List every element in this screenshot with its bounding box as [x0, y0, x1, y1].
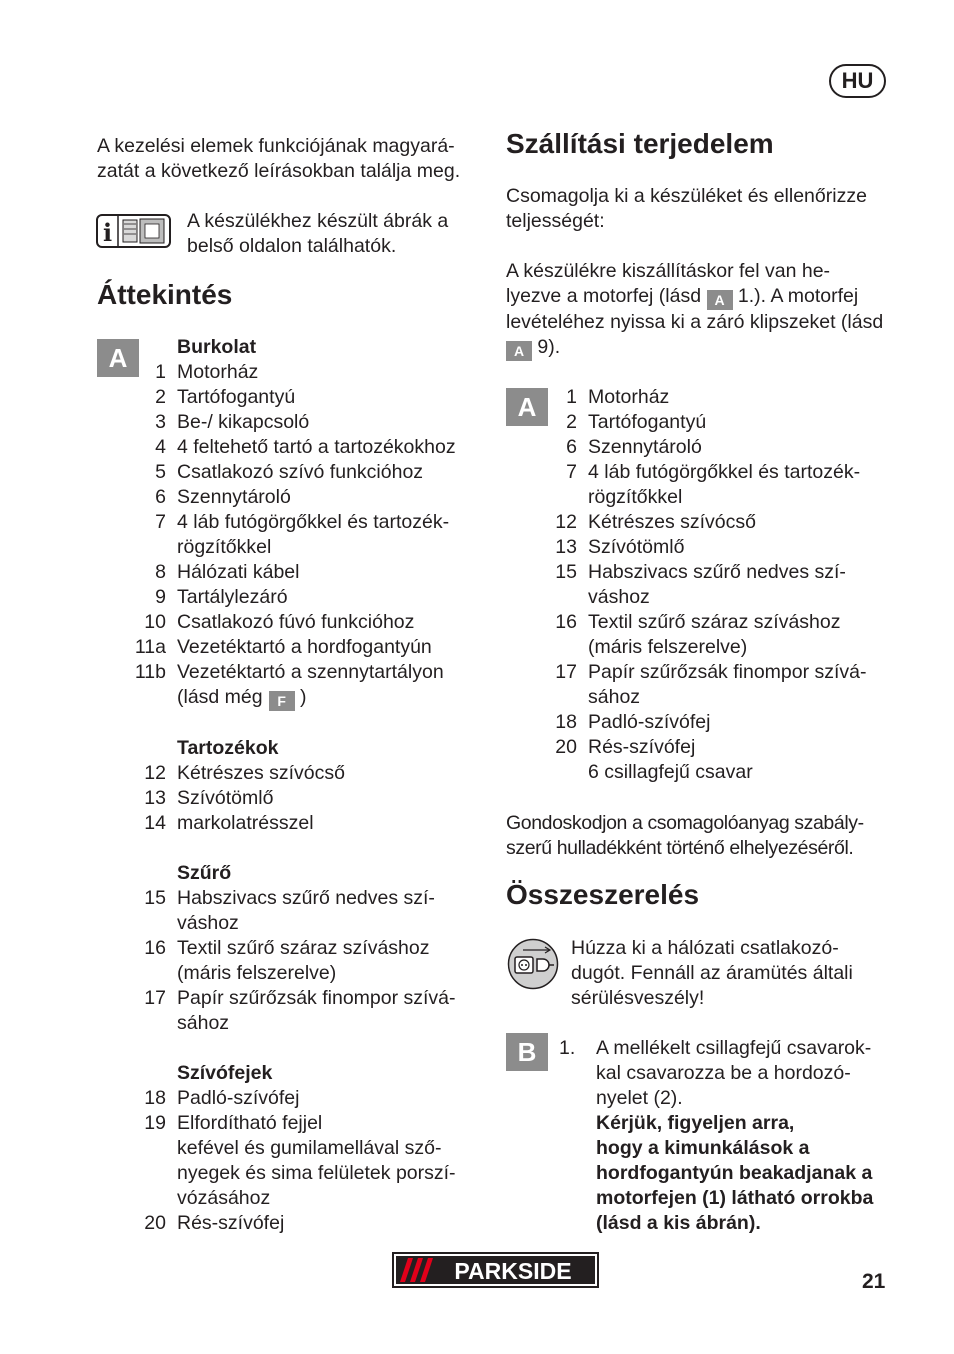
item-label: Tartófogantyú: [588, 411, 707, 433]
item-number: 15: [555, 561, 577, 583]
item-number: 2: [155, 386, 166, 408]
item-label: Burkolat: [177, 336, 257, 358]
list-heading: [130, 1061, 490, 1086]
item-label: Vezetéktartó a hordfogantyún: [177, 636, 432, 658]
item-label-suffix: ): [294, 686, 307, 708]
item-label: Padló-szívófej: [177, 1087, 300, 1109]
list-item: [130, 886, 490, 936]
list-item: [540, 560, 900, 610]
disposal-note: Gondoskodjon a csomagolóanyag szabály- szerű hulladékként történő elhelyezéséről.: [506, 812, 864, 859]
list-item: [130, 360, 490, 385]
brand-text: PARKSIDE: [454, 1258, 572, 1284]
item-number: 18: [144, 1087, 166, 1109]
page-number: 21: [862, 1270, 886, 1293]
list-item: [130, 460, 490, 485]
list-heading: [130, 861, 490, 886]
list-item: [130, 1111, 490, 1211]
unplug-warning-text: Húzza ki a hálózati csatlakozó- dugót. Fennáll az áramütés általi sérülésveszély!: [571, 937, 853, 1009]
item-label: Textil szűrő száraz szíváshoz (máris felszerelve): [588, 611, 841, 658]
item-label: Szívófejek: [177, 1062, 273, 1084]
info-icon: [96, 214, 171, 248]
unplug-warning-icon: [507, 938, 559, 990]
item-number: [130, 685, 166, 711]
item-number: 16: [144, 937, 166, 959]
item-number: 6: [155, 486, 166, 508]
item-label: Be-/ kikapcsoló: [177, 411, 310, 433]
list-item: [130, 635, 490, 660]
delivery-paragraph: [506, 259, 898, 361]
item-number: 3: [155, 411, 166, 433]
item-number: 16: [555, 611, 577, 633]
item-label: Rés-szívófej: [588, 736, 696, 758]
delivery-paragraph-part-2: 1.). A motorfej levételéhez nyissa ki a záró klipszeket (lásd: [506, 285, 884, 333]
item-number: 7: [566, 461, 577, 483]
list-item: [130, 385, 490, 410]
list-item: [130, 1211, 490, 1236]
item-label: Elfordítható fejjel kefével és gumilamellával sző- nyegek és sima felületek porszí- vózásához: [177, 1112, 456, 1209]
item-label: 4 láb futógörgőkkel és tartozék- rögzítőkkel: [588, 461, 861, 508]
item-number: [130, 335, 166, 360]
list-item: [130, 811, 490, 836]
item-number: 2: [566, 411, 577, 433]
list-item: [130, 685, 490, 711]
item-number: 17: [555, 661, 577, 683]
list-item: [540, 385, 900, 410]
item-number: [540, 760, 577, 785]
step-1-number: 1.: [559, 1037, 576, 1059]
item-number: 6: [566, 436, 577, 458]
list-spacer: [130, 1036, 490, 1061]
parkside-logo: [392, 1252, 599, 1288]
item-number: 1: [566, 386, 577, 408]
info-note: A készülékhez készült ábrák a belső oldalon találhatók.: [187, 210, 449, 257]
figure-tag-inline: F: [269, 691, 295, 711]
item-label: Csatlakozó szívó funkcióhoz: [177, 461, 424, 483]
item-label: Szűrő: [177, 862, 232, 884]
delivery-paragraph-part-3: 9).: [537, 336, 561, 358]
item-label: Szennytároló: [588, 436, 702, 458]
item-number: 1: [155, 361, 166, 383]
item-number: 4: [155, 436, 166, 458]
item-label: Kétrészes szívócső: [588, 511, 756, 533]
list-item: [130, 560, 490, 585]
step-1-text: A mellékelt csillagfejű csavarok- kal csavarozza be a hordozó- nyelet (2).: [596, 1037, 872, 1109]
item-number: 12: [555, 511, 577, 533]
overview-title: Áttekintés: [97, 279, 233, 310]
list-item: [540, 435, 900, 460]
list-item: [130, 761, 490, 786]
list-item: [130, 660, 490, 685]
list-item: [130, 510, 490, 560]
list-item: [130, 585, 490, 610]
figure-tag-a: A: [97, 339, 139, 377]
delivery-list: [540, 385, 900, 785]
list-item: [130, 435, 490, 460]
list-item: [130, 410, 490, 435]
item-label: Csatlakozó fúvó funkcióhoz: [177, 611, 415, 633]
item-number: 8: [155, 561, 166, 583]
item-label: Tartozékok: [177, 737, 279, 759]
item-number: 13: [555, 536, 577, 558]
item-label: Motorház: [177, 361, 259, 383]
item-number: 13: [144, 787, 166, 809]
item-number: 17: [144, 987, 166, 1009]
item-number: 11b: [134, 661, 166, 683]
item-label: Textil szűrő száraz szíváshoz (máris felszerelve): [177, 937, 430, 984]
item-label: markolatrésszel: [177, 812, 314, 834]
list-heading: [130, 736, 490, 761]
item-label: Szívótömlő: [177, 787, 274, 809]
list-item: [540, 535, 900, 560]
item-label: Habszivacs szűrő nedves szí- váshoz: [588, 561, 846, 608]
list-item: [540, 660, 900, 710]
list-item: [540, 760, 900, 785]
figure-tag-a-inline: A: [707, 290, 733, 310]
item-label: Rés-szívófej: [177, 1212, 285, 1234]
item-label: Habszivacs szűrő nedves szí- váshoz: [177, 887, 435, 934]
list-item: [540, 610, 900, 660]
item-label: 6 csillagfejű csavar: [588, 761, 753, 783]
step-1-emphasis: Kérjük, figyeljen arra, hogy a kimunkálások a hordfogantyún beakadjanak a motorfejen (1) látható orrokba (lásd a kis ábrán).: [596, 1112, 874, 1234]
list-item: [540, 510, 900, 535]
svg-text:i: i: [102, 218, 113, 247]
item-number: 7: [155, 511, 166, 533]
list-item: [130, 936, 490, 986]
assembly-title: Összeszerelés: [506, 879, 700, 910]
item-label: Vezetéktartó a szennytartályon: [177, 661, 444, 683]
language-badge: HU: [829, 64, 886, 98]
list-item: [540, 710, 900, 735]
item-number: 20: [144, 1212, 166, 1234]
figure-tag-b: B: [506, 1033, 548, 1071]
item-label: Tartálylezáró: [177, 586, 288, 608]
item-number: 9: [155, 586, 166, 608]
list-item: [130, 610, 490, 635]
figure-tag-a-delivery: A: [506, 388, 548, 426]
item-number: 15: [144, 887, 166, 909]
list-item: [130, 1086, 490, 1111]
item-label: Papír szűrőzsák finompor szívá- sához: [588, 661, 867, 708]
list-item: [130, 485, 490, 510]
item-number: [130, 1061, 166, 1086]
item-number: 20: [555, 736, 577, 758]
intro-text: A kezelési elemek funkciójának magyará- zatát a következő leírásokban találja meg.: [97, 135, 461, 182]
item-label: 4 feltehető tartó a tartozékokhoz: [177, 436, 456, 458]
item-label: Hálózati kábel: [177, 561, 300, 583]
delivery-title: Szállítási terjedelem: [506, 128, 774, 159]
delivery-intro: Csomagolja ki a készüléket és ellenőrizze teljességét:: [506, 185, 867, 232]
item-label: 4 láb futógörgőkkel és tartozék- rögzítőkkel: [177, 511, 450, 558]
list-item: [540, 410, 900, 435]
item-number: 19: [144, 1112, 166, 1134]
list-spacer: [130, 711, 490, 736]
overview-list: [130, 335, 490, 1236]
item-number: [130, 736, 166, 761]
list-item: [540, 460, 900, 510]
list-heading: [130, 335, 490, 360]
item-label: Kétrészes szívócső: [177, 762, 345, 784]
item-number: [130, 861, 166, 886]
figure-tag-a-inline-2: A: [506, 341, 532, 361]
list-item: [130, 786, 490, 811]
item-number: 10: [144, 611, 166, 633]
item-label: Motorház: [588, 386, 670, 408]
item-label: Papír szűrőzsák finompor szívá- sához: [177, 987, 456, 1034]
item-label: [177, 685, 490, 711]
item-label-text: (lásd még: [177, 686, 263, 708]
item-label: Szennytároló: [177, 486, 291, 508]
list-item: [130, 986, 490, 1036]
list-spacer: [130, 836, 490, 861]
list-item: [540, 735, 900, 760]
item-number: 11a: [134, 636, 166, 658]
item-number: 5: [155, 461, 166, 483]
item-label: Szívótömlő: [588, 536, 685, 558]
item-label: Padló-szívófej: [588, 711, 711, 733]
item-number: 14: [144, 812, 166, 834]
item-number: 18: [555, 711, 577, 733]
delivery-paragraph-part-1: A készülékre kiszállításkor fel van he- lyezve a motorfej (lásd: [506, 260, 831, 307]
item-label: Tartófogantyú: [177, 386, 296, 408]
item-number: 12: [144, 762, 166, 784]
